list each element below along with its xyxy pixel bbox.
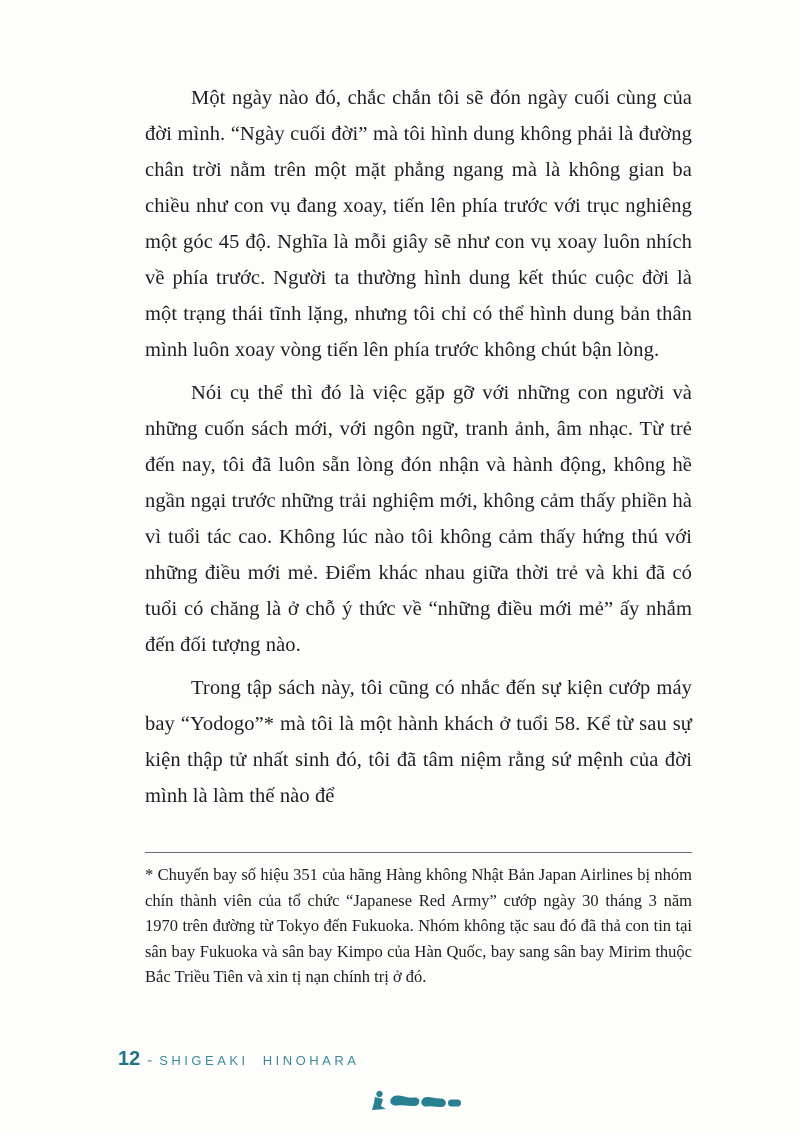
paragraph: Một ngày nào đó, chắc chắn tôi sẽ đón ngày cuối cùng của đời mình. “Ngày cuối đời” mà tôi hình dung không phải là đường chân trời nằm trên một mặt phẳng ngang mà là không gian ba chiều như con vụ đang xoay, tiến lên phía trước với trục nghiêng một góc 45 độ. Nghĩa là mỗi giây sẽ như con vụ xoay luôn nhích về phía trước. Người ta thường hình dung kết thúc cuộc đời là một trạng thái tĩnh lặng, nhưng tôi chỉ có thể hình dung bản thân mình luôn xoay vòng tiến lên phía trước không chút bận lòng.: [145, 87, 692, 361]
page-body: [145, 80, 692, 821]
paragraph: Nói cụ thể thì đó là việc gặp gỡ với những con người và những cuốn sách mới, với ngôn ngữ, tranh ảnh, âm nhạc. Từ trẻ đến nay, tôi đã luôn sẵn lòng đón nhận và hành động, không hề ngần ngại trước những trải nghiệm mới, không cảm thấy phiền hà vì tuổi tác cao. Không lúc nào tôi không cảm thấy hứng thú với những điều mới mẻ. Điểm khác nhau giữa thời trẻ và khi đã có tuổi có chăng là ở chỗ ý thức về “những điều mới mẻ” ấy nhắm đến đối tượng nào.: [145, 382, 692, 656]
publisher-logo-icon: [366, 1087, 466, 1117]
footnote-section: [145, 852, 692, 990]
page-number: 12: [118, 1048, 141, 1070]
publisher-watermark-logo: [366, 1087, 466, 1117]
footer-separator: -: [147, 1052, 153, 1069]
footnote-divider: [145, 852, 692, 853]
footnote-text: * Chuyến bay số hiệu 351 của hãng Hàng không Nhật Bản Japan Airlines bị nhóm chín thành viên của tổ chức “Japanese Red Army” cướp ngày 30 tháng 3 năm 1970 trên đường từ Tokyo đến Fukuoka. Nhóm không tặc sau đó đã thả con tin tại sân bay Fukuoka và sân bay Kimpo của Hàn Quốc, bay sang sân bay Mirim thuộc Bắc Triều Tiên và xin tị nạn chính trị ở đó.: [145, 865, 692, 986]
page-footer: [118, 1048, 359, 1071]
paragraph: Trong tập sách này, tôi cũng có nhắc đến sự kiện cướp máy bay “Yodogo”* mà tôi là một hành khách ở tuổi 58. Kể từ sau sự kiện thập tử nhất sinh đó, tôi đã tâm niệm rằng sứ mệnh của đời mình là làm thế nào để: [145, 677, 692, 807]
author-name: SHIGEAKI HINOHARA: [159, 1053, 360, 1068]
